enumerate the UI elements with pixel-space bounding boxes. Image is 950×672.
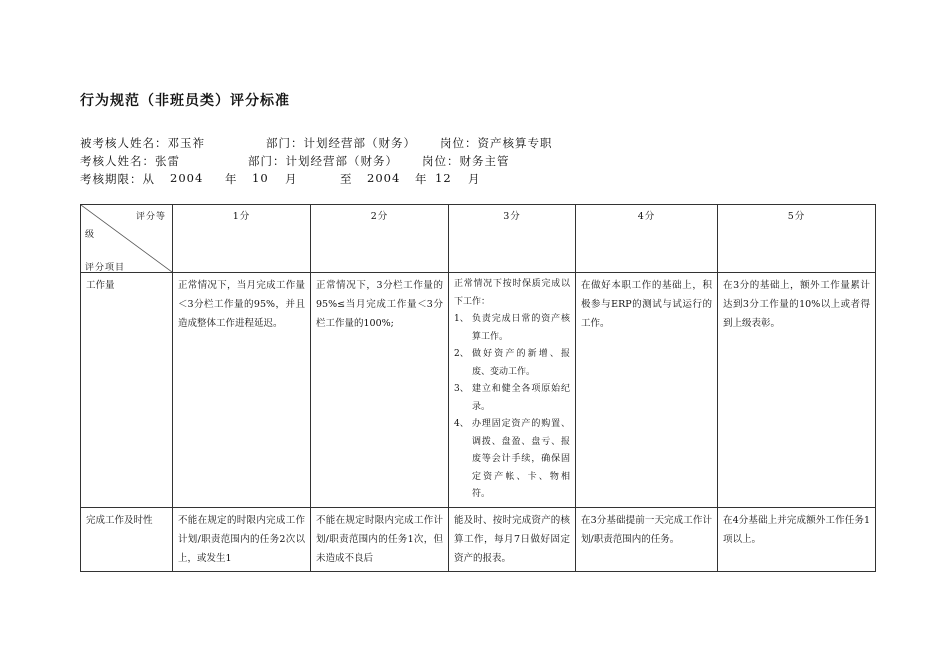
table-row [81,507,876,571]
period-to: 至 [340,172,353,186]
period-from-year: 2004 [170,171,204,185]
corner-header-cell [81,205,173,273]
criteria-intro: 正常情况下按时保质完成以下工作： [454,279,570,307]
grade-header-5: 5分 [718,205,876,273]
item-workload: 工作量 [81,273,173,508]
period-month-unit-1: 月 [285,172,298,186]
corner-item-label: 评分项目 [85,263,126,273]
list-item: 3、 建立和健全各项原始纪录。 [454,384,570,412]
grade-header-3: 3分 [449,205,576,273]
period-year-unit-1: 年 [225,172,238,186]
criteria-cell: 在做好本职工作的基础上，积极参与ERP的测试与试运行的工作。 [576,273,718,508]
list-item: 2、 做好资产的新增、报废、变动工作。 [454,349,570,377]
grade-header-2: 2分 [311,205,449,273]
criteria-cell: 不能在规定时限内完成工作计划/职责范围内的任务1次，但未造成不良后 [311,507,449,571]
period-from-month: 10 [252,171,269,185]
period-to-year: 2004 [367,171,401,185]
page-title: 行为规范（非班员类）评分标准 [80,93,290,109]
criteria-cell [449,273,576,508]
list-item: 1、 负责完成日常的资产核算工作。 [454,314,570,342]
item-timeliness: 完成工作及时性 [81,507,173,571]
appraiser-post: 岗位：财务主管 [422,154,510,168]
table-row [81,273,876,508]
criteria-cell: 在3分基础提前一天完成工作计划/职责范围内的任务。 [576,507,718,571]
appraisee-post: 岗位：资产核算专职 [440,136,553,150]
criteria-cell: 不能在规定的时限内完成工作计划/职责范围内的任务2次以上，或发生1 [173,507,311,571]
period-month-unit-2: 月 [468,172,481,186]
appraisee-name: 被考核人姓名：邓玉祚 [80,136,205,150]
scoring-table [80,204,876,572]
criteria-cell: 在4分基础上并完成额外工作任务1项以上。 [718,507,876,571]
list-item: 4、 办理固定资产的购置、调拨、盘盈、盘亏、报废等会计手续，确保固定资产帐、卡、物相符。 [454,419,570,499]
corner-grade-label-cont: 级 [85,230,96,240]
criteria-cell: 正常情况下，当月完成工作量＜3分栏工作量的95%，并且造成整体工作进程延迟。 [173,273,311,508]
appraisee-department: 部门：计划经营部（财务） [266,136,416,150]
grade-header-4: 4分 [576,205,718,273]
criteria-cell: 在3分的基础上，额外工作量累计达到3分工作量的10%以上或者得到上级表彰。 [718,273,876,508]
criteria-cell: 能及时、按时完成资产的核算工作，每月7日做好固定资产的报表。 [449,507,576,571]
appraiser-department: 部门：计划经营部（财务） [248,154,398,168]
corner-grade-label: 评分等 [135,212,166,222]
period-year-unit-2: 年 [415,172,428,186]
grade-header-1: 1分 [173,205,311,273]
period-label: 考核期限：从 [80,172,155,186]
appraiser-name: 考核人姓名：张雷 [80,154,180,168]
criteria-cell: 正常情况下，3分栏工作量的95%≤当月完成工作量＜3分栏工作量的100%; [311,273,449,508]
grade-header-row [81,205,876,273]
period-to-month: 12 [435,171,452,185]
